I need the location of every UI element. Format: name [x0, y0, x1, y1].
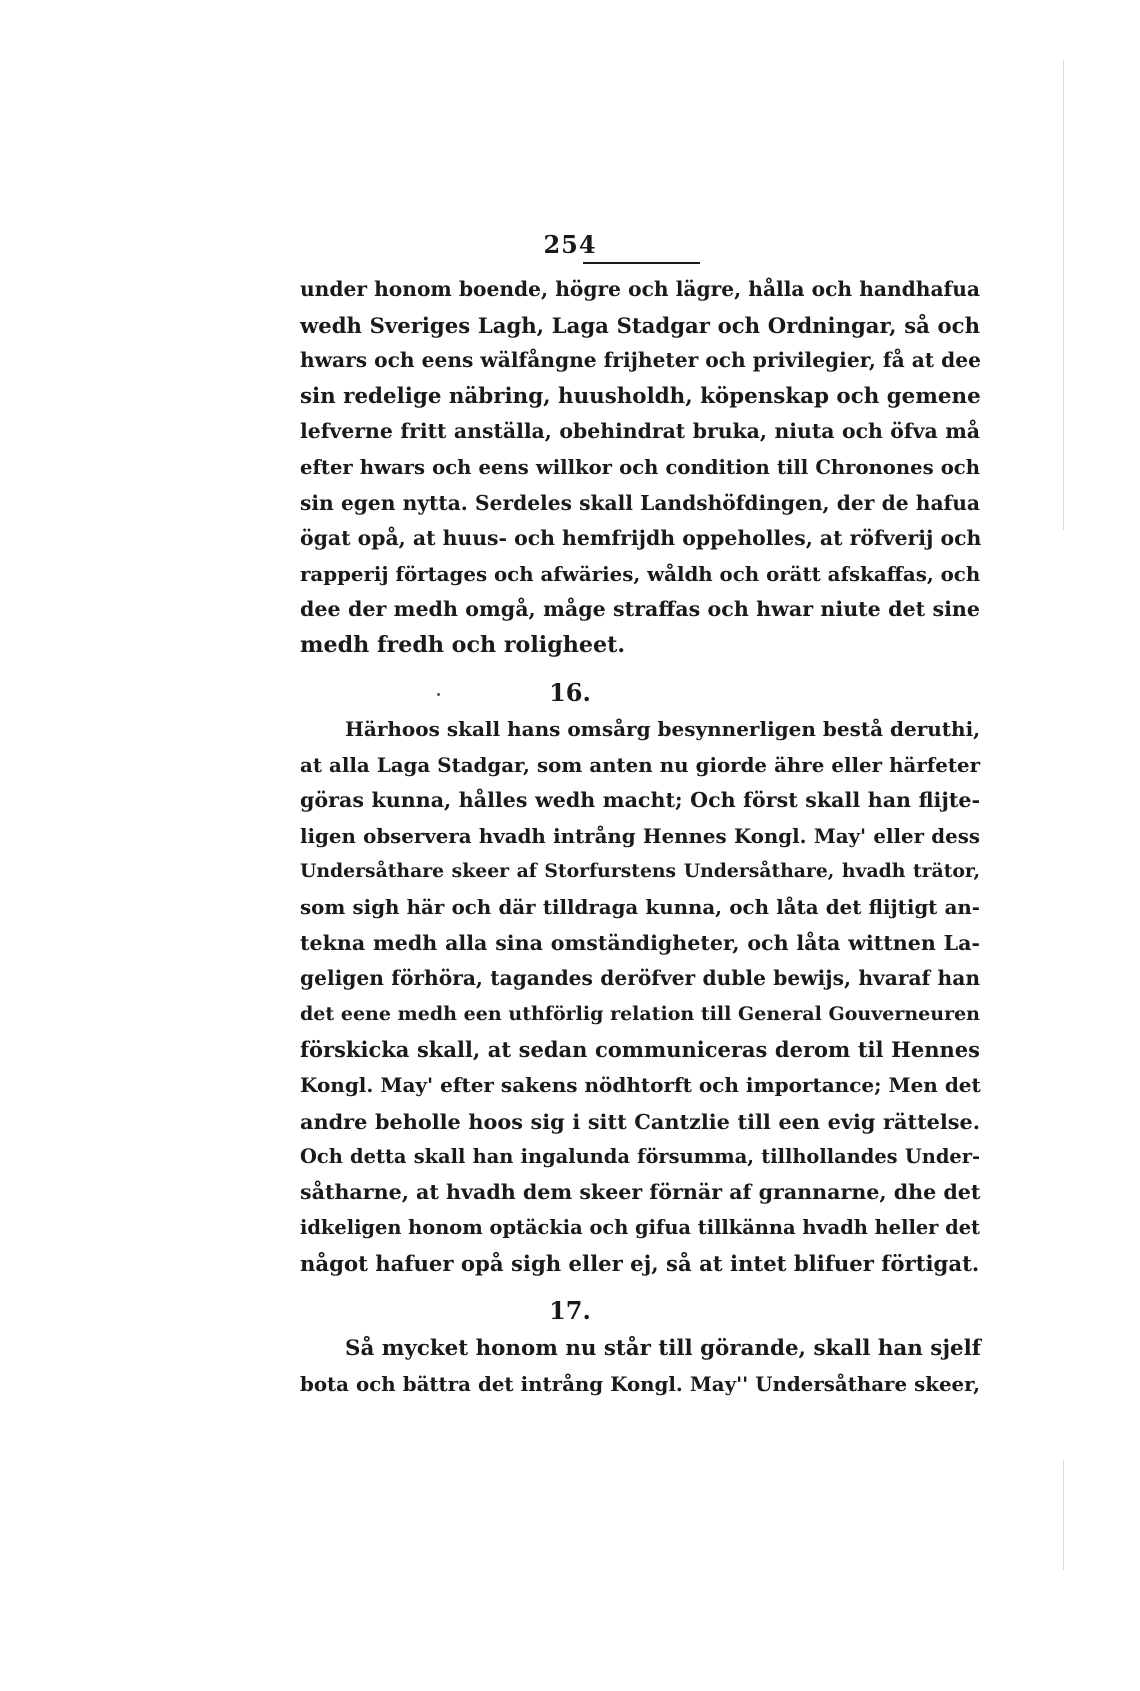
text-line: at alla Laga Stadgar, som anten nu giorde ähre eller härfeter [300, 752, 980, 777]
text-line: geligen förhöra, tagandes deröfver duble bewijs, hvaraf han [300, 966, 980, 991]
text-line: dee der medh omgå, måge straffas och hwar niute det sine [300, 597, 980, 622]
section-number-17: 17. [549, 1296, 591, 1325]
text-line: wedh Sveriges Lagh, Laga Stadgar och Ordningar, så och [300, 312, 980, 338]
paragraph-2 [300, 712, 980, 1282]
text-line: det eene medh een uthförlig relation till General Gouverneuren [300, 1002, 980, 1025]
text-line: Härhoos skall hans omsårg besynnerligen bestå deruthi, [345, 717, 981, 741]
text-line: lefverne fritt anställa, obehindrat bruka, niuta och öfva må [300, 419, 980, 444]
text-line: såtharne, at hvadh dem skeer förnär af grannarne, dhe det [300, 1179, 981, 1204]
text-line: andre beholle hoos sig i sitt Cantzlie till een evig rättelse. [300, 1108, 980, 1134]
text-line: tekna medh alla sina omständigheter, och låta wittnen La- [300, 930, 980, 955]
text-line: sin egen nytta. Serdeles skall Landshöfdingen, der de hafua [300, 490, 980, 515]
scan-edge-line [1063, 60, 1064, 530]
text-line: som sigh här och där tilldraga kunna, och låta det flijtigt an- [300, 894, 980, 919]
text-line: Och detta skall han ingalunda försumma, tillhollandes Under- [300, 1145, 980, 1169]
text-line: Kongl. May' efter sakens nödhtorft och importance; Men det [300, 1072, 981, 1097]
text-line: ögat opå, at huus- och hemfrijdh oppeholles, at röfverij och [300, 526, 982, 551]
text-line: ligen observera hvadh intrång Hennes Kongl. May' eller dess [300, 823, 980, 848]
text-line: göras kunna, hålles wedh macht; Och först skall han flijte- [300, 788, 980, 813]
text-line: förskicka skall, at sedan communiceras derom til Hennes [300, 1037, 980, 1063]
text-line: något hafuer opå sigh eller ej, så at intet blifuer förtigat. [300, 1250, 980, 1276]
paragraph-1 [300, 272, 980, 664]
text-line: Så mycket honom nu står till görande, skall han sjelf [345, 1336, 981, 1361]
text-line: idkeligen honom optäckia och gifua tillkänna hvadh heller det [300, 1216, 980, 1240]
text-line: sin redelige näbring, huusholdh, köpenskap och gemene [300, 383, 981, 409]
text-line: medh fredh och roligheet. [300, 631, 626, 658]
section-number-16: 16. [549, 678, 591, 707]
text-line: efter hwars och eens willkor och condition till Chronones och [300, 455, 980, 479]
text-line: hwars och eens wälfångne frijheter och privilegier, få at dee [300, 348, 981, 373]
text-line: rapperij förtages och afwäries, wåldh och orätt afskaffas, och [300, 561, 981, 586]
text-line: bota och bättra det intrång Kongl. May'' Undersåthare skeer, [300, 1371, 980, 1396]
paragraph-3 [300, 1331, 980, 1402]
text-line: Undersåthare skeer af Storfurstens Undersåthare, hvadh trätor, [300, 860, 980, 883]
page-number: 254 [543, 230, 597, 259]
text-line: under honom boende, högre och lägre, hålla och handhafua [300, 277, 980, 301]
header-rule [583, 262, 700, 264]
scan-edge-line [1063, 1460, 1064, 1570]
